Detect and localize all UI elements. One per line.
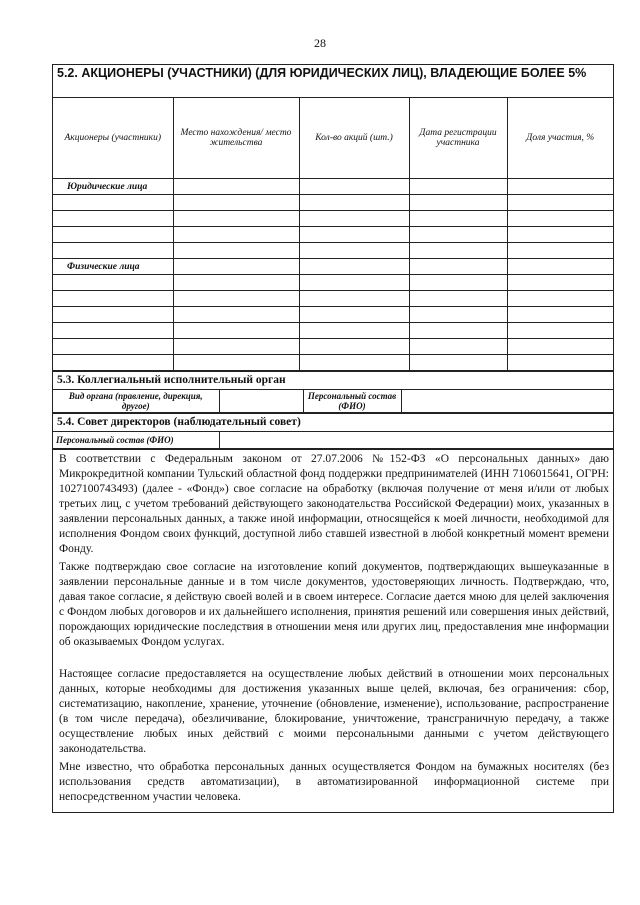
label-body-type: Вид органа (правление, дирекция, другое) [53, 390, 219, 413]
consent-paragraph-2: Также подтверждаю свое согласие на изготовление копий документов, подтверждающих вышеуказанные в заявлении персональные данные и в том числе документов, удостоверяющих личность. Подтверждаю, что, давая такое согласие, я действую своей волей и в своем интересе. Согласие дается мною для целей заключения с Фондом любых договоров и их дальнейшего исполнения, принятия решений или совершения иных действий, порождающих юридические последствия в отношении меня или других лиц, предоставления мне информации об оказываемых Фондом услугах. [59, 561, 609, 648]
table-cell[interactable] [173, 227, 299, 243]
table-cell[interactable] [53, 339, 173, 355]
table-cell[interactable] [507, 355, 613, 371]
table-cell[interactable] [173, 323, 299, 339]
group-label-individual: Физические лица [53, 259, 173, 275]
table-cell[interactable] [53, 355, 173, 371]
column-header-shares: Кол-во акций (шт.) [299, 98, 409, 179]
table-row [53, 307, 613, 323]
column-header-location: Место нахождения/ место жительства [173, 98, 299, 179]
table-cell[interactable] [53, 211, 173, 227]
board-table [53, 432, 613, 449]
table-cell[interactable] [409, 227, 507, 243]
table-cell[interactable] [409, 259, 507, 275]
table-cell[interactable] [173, 355, 299, 371]
table-cell[interactable] [299, 195, 409, 211]
table-cell[interactable] [409, 195, 507, 211]
group-row-individual [53, 259, 613, 275]
table-cell[interactable] [507, 195, 613, 211]
table-row [53, 291, 613, 307]
table-cell[interactable] [53, 275, 173, 291]
table-cell[interactable] [507, 243, 613, 259]
table-cell[interactable] [507, 339, 613, 355]
consent-paragraph-4: Мне известно, что обработка персональных данных осуществляется Фондом на бумажных носителях (без использования средств автоматизации), в автоматизированной информационной системе при непосредственном участии человека. [59, 761, 609, 803]
table-cell[interactable] [173, 339, 299, 355]
page-number: 28 [314, 36, 326, 50]
table-row [53, 355, 613, 371]
consent-paragraph-1: В соответствии с Федеральным законом от 27.07.2006 №152-ФЗ «О персональных данных» даю Микрокредитной компании Тульский областной фонд поддержки предпринимателей (ИНН 7106015641, ОГРН: 1027100743493) (далее - «Фонд») свое согласие на обработку (включая получение от меня и/или от любых третьих лиц, с учетом требований действующего законодательства Российской Федерации) моих, указанных в заявлении персональных данных, а также иной информации, относящейся к моей личности, необходимой для исполнения Фондом своих функций, доступной либо ставшей известной в любой конкретный момент времени Фонду. [59, 453, 609, 555]
table-cell[interactable] [53, 243, 173, 259]
table-cell[interactable] [299, 291, 409, 307]
table-cell[interactable] [299, 275, 409, 291]
table-cell[interactable] [507, 291, 613, 307]
section-53-title: 5.3. Коллегиальный исполнительный орган [53, 371, 613, 390]
table-row [53, 275, 613, 291]
column-header-shareholders: Акционеры (участники) [53, 98, 173, 179]
table-cell[interactable] [299, 339, 409, 355]
table-cell[interactable] [507, 179, 613, 195]
table-cell[interactable] [173, 179, 299, 195]
table-row [53, 227, 613, 243]
table-cell[interactable] [173, 195, 299, 211]
table-cell[interactable] [409, 291, 507, 307]
executive-body-table [53, 390, 613, 413]
table-cell[interactable] [409, 323, 507, 339]
table-row [53, 211, 613, 227]
section-52-title: 5.2. АКЦИОНЕРЫ (УЧАСТНИКИ) (ДЛЯ ЮРИДИЧЕСКИХ ЛИЦ), ВЛАДЕЮЩИЕ БОЛЕЕ 5% [53, 65, 613, 98]
table-cell[interactable] [409, 211, 507, 227]
section-54-title: 5.4. Совет директоров (наблюдательный совет) [53, 413, 613, 432]
shareholders-table [53, 98, 613, 371]
table-cell[interactable] [409, 243, 507, 259]
label-board-members: Персональный состав (ФИО) [53, 432, 219, 449]
table-cell[interactable] [53, 307, 173, 323]
table-row [53, 195, 613, 211]
table-cell[interactable] [507, 307, 613, 323]
board-members-field[interactable] [219, 432, 613, 449]
table-cell[interactable] [173, 211, 299, 227]
table-cell[interactable] [299, 227, 409, 243]
table-cell[interactable] [409, 339, 507, 355]
table-cell[interactable] [507, 259, 613, 275]
table-cell[interactable] [409, 275, 507, 291]
table-cell[interactable] [173, 291, 299, 307]
table-cell[interactable] [299, 179, 409, 195]
label-members: Персональный состав (ФИО) [303, 390, 401, 413]
table-cell[interactable] [409, 307, 507, 323]
spacer [59, 653, 609, 667]
table-cell[interactable] [173, 307, 299, 323]
column-header-share-percent: Доля участия, % [507, 98, 613, 179]
table-header-row [53, 98, 613, 179]
table-cell[interactable] [173, 243, 299, 259]
table-cell[interactable] [53, 195, 173, 211]
column-header-registration-date: Дата регистрации участника [409, 98, 507, 179]
table-cell[interactable] [507, 211, 613, 227]
table-row [53, 323, 613, 339]
table-cell[interactable] [409, 355, 507, 371]
table-cell[interactable] [299, 323, 409, 339]
table-cell[interactable] [299, 211, 409, 227]
table-row [53, 243, 613, 259]
consent-paragraph-3: Настоящее согласие предоставляется на осуществление любых действий в отношении моих персональных данных, которые необходимы для достижения указанных выше целей, включая, без ограничения: сбор, систематизацию, накопление, хранение, уточнение (обновление, изменение), использование, распространение (в том числе передача), обезличивание, блокирование, уничтожение, трансграничную передачу, а также осуществление любых иных действий с моими персональными данными с учетом действующего законодательства. [59, 668, 609, 755]
form-frame [52, 64, 614, 813]
table-cell[interactable] [299, 259, 409, 275]
table-cell[interactable] [173, 275, 299, 291]
table-cell[interactable] [53, 291, 173, 307]
members-field[interactable] [401, 390, 613, 413]
body-type-field[interactable] [219, 390, 303, 413]
table-cell[interactable] [299, 307, 409, 323]
table-cell[interactable] [53, 227, 173, 243]
table-cell[interactable] [507, 227, 613, 243]
group-row-legal [53, 179, 613, 195]
table-cell[interactable] [299, 243, 409, 259]
table-row [53, 339, 613, 355]
table-cell[interactable] [409, 179, 507, 195]
table-cell[interactable] [507, 323, 613, 339]
table-cell[interactable] [507, 275, 613, 291]
consent-text [53, 449, 613, 812]
table-cell[interactable] [299, 355, 409, 371]
table-cell[interactable] [53, 323, 173, 339]
table-cell[interactable] [173, 259, 299, 275]
group-label-legal: Юридические лица [53, 179, 173, 195]
